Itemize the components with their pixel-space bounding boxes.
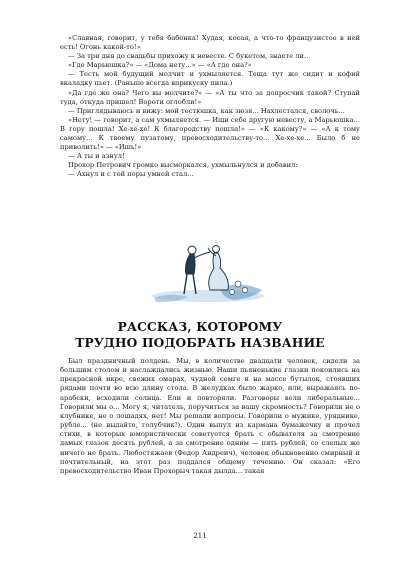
paragraph: — За три дня до свадьбы прихожу к невесте. С букетом, знаете ли... xyxy=(68,52,311,61)
page-number: 211 xyxy=(193,532,207,540)
paragraph: Прохор Петрович громко высморкался, ухмыльнулся и добавил: xyxy=(68,161,298,170)
title-line-1: РАССКАЗ, КОТОРОМУ xyxy=(117,320,283,334)
paragraph: «Где Марьюшка?» — «Дома нету...» — «А где она?» xyxy=(68,61,252,70)
story-body xyxy=(60,357,360,476)
man-figure xyxy=(184,246,210,294)
title-line-2: ТРУДНО ПОДОБРАТЬ НАЗВАНИЕ xyxy=(75,335,325,350)
paragraph: «Нету! — говорит, а сам ухмыляется. — Ищи себе другую невесту, а Марьюшка... В гору пошла! Хе-хе-хе! К благородству пошла!» — «К какому?» — «А к тому самому... К твоему пузатому, превосходительству-то... Хе-хе-хе... Было б не приволить!» — «Ишь!» xyxy=(60,115,360,152)
paragraph: — А ты и азнул! xyxy=(68,152,125,161)
paragraph: — Тесть мой будущий молчит и ухмыляется. Теща тут же сидит и кофий вкаладку пьет. (Раньше всегда вприкуску пила.) xyxy=(60,70,360,88)
paragraph: — Приглядываюсь и вижу: мой тестюшка, как зюзя... Нахлестался, сволочь... xyxy=(68,106,345,115)
story-title xyxy=(0,320,400,351)
paragraph: «Да где же она? Чего вы молчите?» — «А ты что за допросчик такой? Ступай туда, откуда пришел! Вороти оглобли!» xyxy=(60,88,360,106)
paragraph: Был праздничный полдень. Мы, в количестве двадцати человек, сидели за большим столом и наслаждались жизнью. Наши пьяненькие глазки покоились на прекрасной икре, свежих омарах, чудной семге и на массе бутылок, стоявших рядами почти во всю длину стола. В желудках было жарко, или, выражаясь по-арабски, всходили солнца. Ели и повторяли. Разговоры вели либеральные... Говорили мы о... Могу я, читатель, поручиться за вашу скромность? Говорили не о клубнике, не о лошадях, нет! Мы решали вопросы. Говорили о мужике, уряднике, рубле... (не выдайте, голубчик!). Один выпул из кармана бумажечку и прочел стихи, в которых юмористически советуется брать с обывателя за смотрение дамых глазок десять рублей, а за смотрение одним — пять рублей, со слепых же ничего не брать. Любостяжаев (Федор Андреич), человек обыкновенно смирный и почтительный, на этот раз поддался общему течению. Он сказал: «Его превосходительство Иван Прохорыч такая дылда... такая xyxy=(60,357,360,475)
dialogue-section xyxy=(60,34,360,180)
paragraph: «Славная, говорит, у тебя бабенка! Худая, косая, а что-то французистое в ней есть! Огонь какой-то!» xyxy=(60,34,360,52)
paragraph: — Ахнул и с той поры умней стал... xyxy=(68,170,194,179)
woman-figure xyxy=(208,246,228,291)
couple-illustration xyxy=(150,240,270,306)
